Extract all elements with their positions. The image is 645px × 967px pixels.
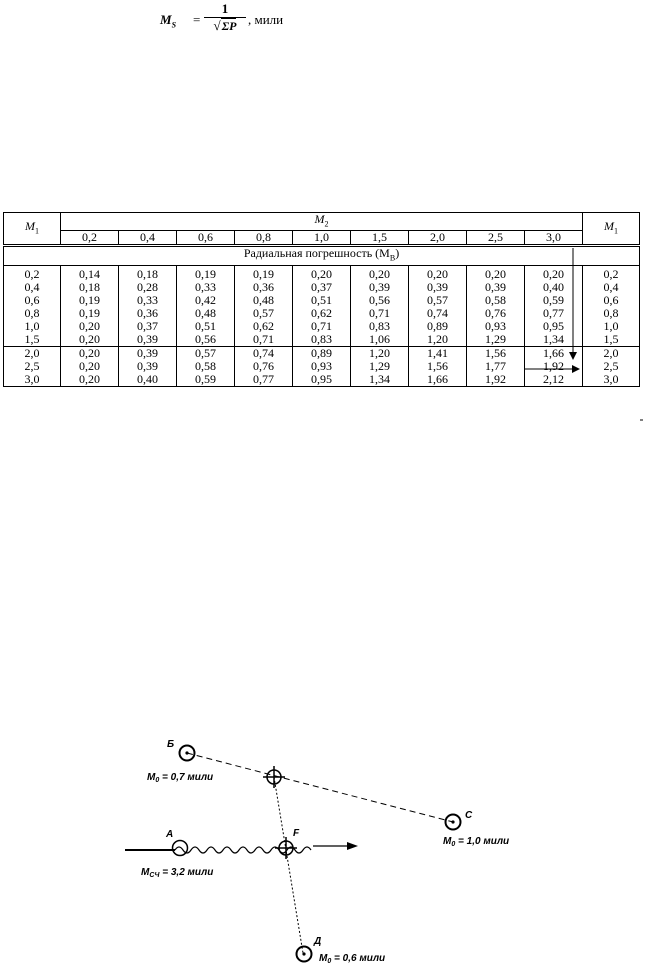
table-cell: 0,39	[119, 360, 177, 373]
row-label-m1-right: 1,0	[583, 320, 640, 333]
header-m2-group: $M_2$	[61, 213, 583, 231]
table-cell: 0,56	[177, 333, 235, 347]
table-cell: 0,20	[293, 265, 351, 281]
table-cell: 0,48	[177, 307, 235, 320]
label-b-accuracy: $M_0 = 0,7$ мили	[147, 772, 214, 784]
table-cell: 1,41	[409, 346, 467, 360]
table-cell: 0,39	[119, 333, 177, 347]
table-cell: 0,89	[293, 346, 351, 360]
fix-marker-f	[275, 837, 297, 859]
table-cell: 1,66	[409, 373, 467, 387]
table-cell: 0,33	[119, 294, 177, 307]
row-label-m1-right: 0,4	[583, 281, 640, 294]
row-label-m1-left: 0,4	[4, 281, 61, 294]
table-cell: 1,77	[467, 360, 525, 373]
row-label-m1-left: 2,0	[4, 346, 61, 360]
header-m1-right: $M_1$	[583, 213, 640, 246]
table-cell: 0,93	[467, 320, 525, 333]
row-label-m1-right: 3,0	[583, 373, 640, 387]
table-cell: 0,20	[61, 346, 119, 360]
table-cell: 1,56	[467, 346, 525, 360]
column-header: 2,5	[467, 231, 525, 246]
table-cell: 0,58	[467, 294, 525, 307]
table-cell: 0,19	[235, 265, 293, 281]
table-cell: 0,74	[409, 307, 467, 320]
table-cell: 0,62	[293, 307, 351, 320]
row-label-m1-left: 1,5	[4, 333, 61, 347]
table-cell: 0,18	[119, 265, 177, 281]
column-header: 1,0	[293, 231, 351, 246]
formula-equals: =	[193, 12, 201, 27]
table-cell: 0,57	[409, 294, 467, 307]
column-header: 3,0	[525, 231, 583, 246]
row-label-m1-right: 0,2	[583, 265, 640, 281]
table-cell: 0,71	[293, 320, 351, 333]
point-b-label: Б	[167, 739, 175, 750]
point-a-marker	[173, 841, 188, 856]
formula-denominator: √ΣP	[213, 18, 237, 33]
table-cell: 1,29	[351, 360, 409, 373]
radial-error-table	[3, 212, 640, 387]
column-header: 1,5	[351, 231, 409, 246]
table-cell: 0,77	[525, 307, 583, 320]
table-cell: 0,59	[177, 373, 235, 387]
row-label-m1-right: 0,8	[583, 307, 640, 320]
table-cell: 0,71	[351, 307, 409, 320]
table-cell: 0,20	[351, 265, 409, 281]
header-m1-left: $M_1$	[4, 213, 61, 246]
table-row	[4, 307, 640, 320]
column-header: 2,0	[409, 231, 467, 246]
table-cell: 0,37	[293, 281, 351, 294]
table-cell: 0,20	[525, 265, 583, 281]
table-cell: 0,89	[409, 320, 467, 333]
row-label-m1-left: 0,2	[4, 265, 61, 281]
point-f-label: F	[293, 828, 300, 839]
table-cell: 0,40	[525, 281, 583, 294]
table-row	[4, 281, 640, 294]
table-cell: 0,71	[235, 333, 293, 347]
table-cell: 1,06	[351, 333, 409, 347]
header-row-columns	[4, 231, 640, 246]
table-cell: 0,37	[119, 320, 177, 333]
table-cell: 0,20	[467, 265, 525, 281]
table-cell: 2,12	[525, 373, 583, 387]
table-cell: 0,59	[525, 294, 583, 307]
table-cell: 0,76	[467, 307, 525, 320]
column-header: 0,4	[119, 231, 177, 246]
table-cell: 0,62	[235, 320, 293, 333]
row-label-m1-left: 0,6	[4, 294, 61, 307]
table-cell: 0,39	[119, 346, 177, 360]
table-cell: 0,51	[177, 320, 235, 333]
table-cell: 0,74	[235, 346, 293, 360]
table-cell: 0,83	[351, 320, 409, 333]
formula-numerator: 1	[221, 1, 229, 16]
table-row	[4, 320, 640, 333]
formula-unit: , мили	[248, 12, 284, 27]
table-cell: 0,40	[119, 373, 177, 387]
table-cell: 1,34	[351, 373, 409, 387]
table-cell: 1,20	[351, 346, 409, 360]
landmark-b	[180, 746, 195, 761]
row-label-m1-right: 0,6	[583, 294, 640, 307]
table-cell: 1,92	[525, 360, 583, 373]
table-cell: 0,95	[293, 373, 351, 387]
table-cell: 0,20	[61, 360, 119, 373]
row-label-m1-left: 1,0	[4, 320, 61, 333]
table-cell: 0,39	[409, 281, 467, 294]
table-cell: 0,36	[235, 281, 293, 294]
table-cell: 0,39	[467, 281, 525, 294]
row-label-m1-left: 0,8	[4, 307, 61, 320]
table-cell: 0,39	[351, 281, 409, 294]
table-row	[4, 265, 640, 281]
label-a-accuracy: $M_{СЧ} = 3,2$ мили	[141, 867, 214, 879]
table-cell: 1,56	[409, 360, 467, 373]
row-label-m1-right: 2,0	[583, 346, 640, 360]
fix-marker-top	[263, 766, 285, 788]
table-cell: 0,93	[293, 360, 351, 373]
landmark-d	[297, 947, 312, 962]
table-cell: 0,14	[61, 265, 119, 281]
point-d-label: Д	[314, 936, 322, 947]
table-cell: 0,20	[61, 373, 119, 387]
table-row	[4, 360, 640, 373]
label-c-accuracy: $M_0 = 1,0$ мили	[443, 836, 510, 848]
table-cell: 0,77	[235, 373, 293, 387]
course-arrow-icon	[313, 842, 358, 850]
section-title-row	[4, 246, 640, 265]
table-cell: 0,19	[177, 265, 235, 281]
table-cell: 0,48	[235, 294, 293, 307]
point-c-label: С	[465, 810, 473, 821]
landmark-c	[446, 815, 461, 830]
table-cell: 0,19	[61, 307, 119, 320]
position-error-diagram	[115, 720, 545, 965]
table-cell: 0,20	[409, 265, 467, 281]
section-title: Радиальная погрешность $(M_B)$	[4, 246, 640, 265]
table-cell: 0,51	[293, 294, 351, 307]
row-label-m1-left: 3,0	[4, 373, 61, 387]
column-header: 0,2	[61, 231, 119, 246]
column-header: 0,8	[235, 231, 293, 246]
table-cell: 0,20	[61, 333, 119, 347]
table-row	[4, 333, 640, 347]
line-to-d	[274, 777, 303, 953]
table-cell: 0,57	[177, 346, 235, 360]
table-cell: 0,33	[177, 281, 235, 294]
table-cell: 0,56	[351, 294, 409, 307]
row-label-m1-right: 1,5	[583, 333, 640, 347]
table-cell: 1,92	[467, 373, 525, 387]
table-cell: 0,20	[61, 320, 119, 333]
table-cell: 1,20	[409, 333, 467, 347]
table-cell: 1,29	[467, 333, 525, 347]
table-cell: 1,34	[525, 333, 583, 347]
table-cell: 0,83	[293, 333, 351, 347]
formula-lhs: $M_S$	[160, 12, 177, 30]
table-cell: 0,28	[119, 281, 177, 294]
label-d-accuracy: $M_0 = 0,6$ мили	[319, 953, 386, 965]
line-b-c	[187, 753, 453, 822]
table-cell: 0,36	[119, 307, 177, 320]
table-row	[4, 346, 640, 360]
table-cell: 0,95	[525, 320, 583, 333]
formula-fraction	[204, 2, 246, 33]
column-header: 0,6	[177, 231, 235, 246]
table-cell: 0,76	[235, 360, 293, 373]
row-label-m1-right: 2,5	[583, 360, 640, 373]
table-cell: 0,18	[61, 281, 119, 294]
table-row	[4, 294, 640, 307]
point-a-label: А	[166, 829, 174, 840]
table-cell: 0,19	[61, 294, 119, 307]
header-row-top	[4, 213, 640, 231]
row-label-m1-left: 2,5	[4, 360, 61, 373]
table-cell: 0,57	[235, 307, 293, 320]
table-cell: 0,58	[177, 360, 235, 373]
table-cell: 1,66	[525, 346, 583, 360]
table-cell: 0,42	[177, 294, 235, 307]
table-row	[4, 373, 640, 387]
